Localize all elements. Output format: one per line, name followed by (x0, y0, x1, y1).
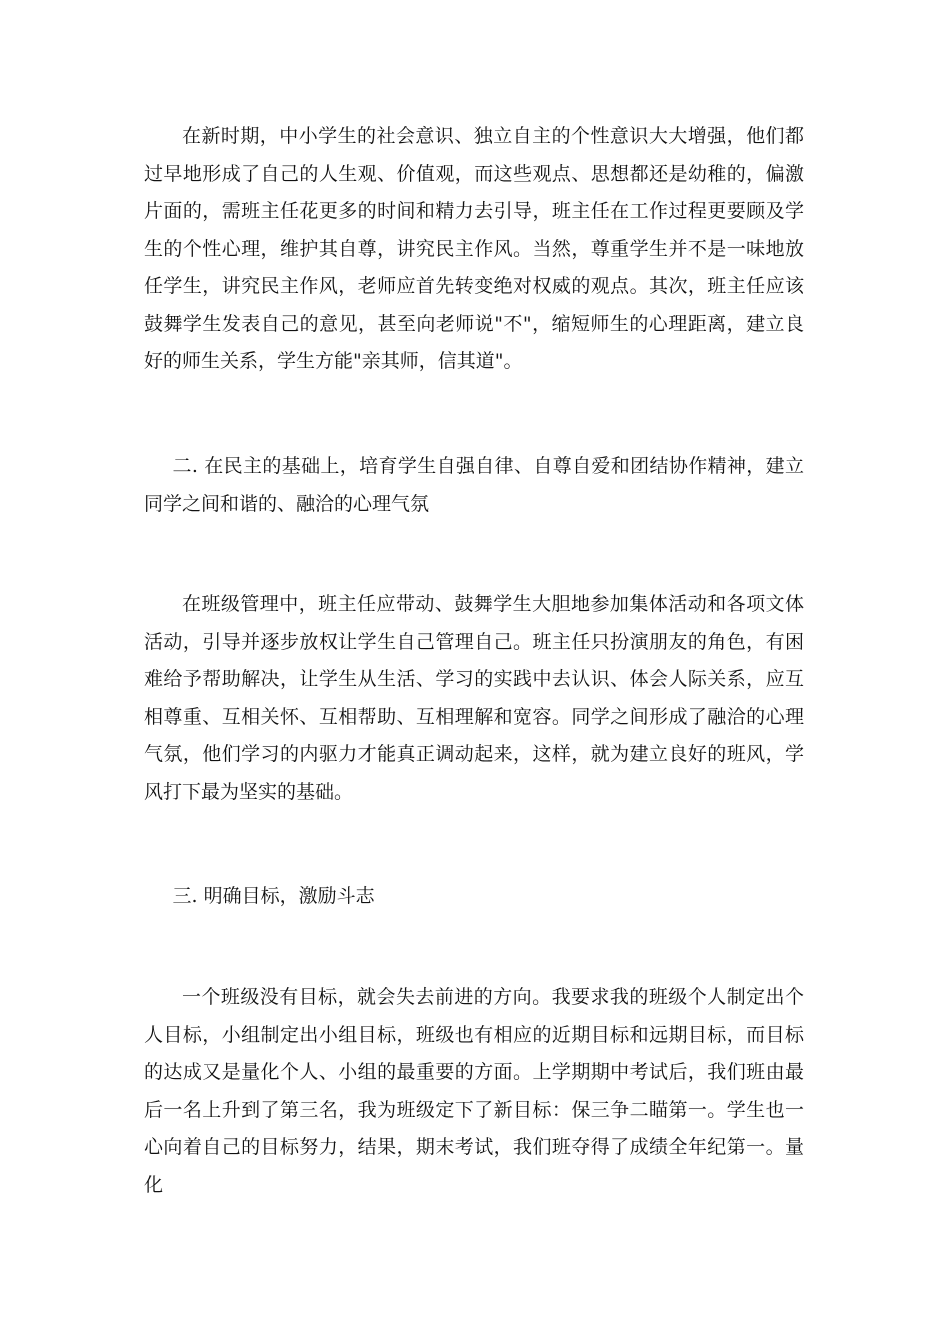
body-paragraph-class-management: 在班级管理中，班主任应带动、鼓舞学生大胆地参加集体活动和各项文体活动，引导并逐步放权让学生自己管理自己。班主任只扮演朋友的角色，有困难给予帮助解决，让学生从生活、学习的实践中去认识、体会人际关系，应互相尊重、互相关怀、互相帮助、互相理解和宽容。同学之间形成了融洽的心理气氛，他们学习的内驱力才能真正调动起来，这样，就为建立良好的班风，学风打下最为坚实的基础。 (144, 593, 804, 803)
body-paragraph-goals: 一个班级没有目标，就会失去前进的方向。我要求我的班级个人制定出个人目标，小组制定出小组目标，班级也有相应的近期目标和远期目标，而目标的达成又是量化个人、小组的最重要的方面。上学期期中考试后，我们班由最后一名上升到了第三名，我为班级定下了新目标：保三争二瞄第一。学生也一心向着自己的目标努力，结果，期末考试，我们班夺得了成绩全年纪第一。量化 (144, 986, 804, 1196)
section-heading-2: 二. 在民主的基础上，培育学生自强自律、自尊自爱和团结协作精神，建立同学之间和谐的、融洽的心理气氛 (144, 455, 804, 515)
section-heading-3: 三. 明确目标，激励斗志 (172, 885, 375, 907)
body-paragraph-respect-students: 在新时期，中小学生的社会意识、独立自主的个性意识大大增强，他们都过早地形成了自己的人生观、价值观，而这些观点、思想都还是幼稚的，偏激片面的，需班主任花更多的时间和精力去引导，班主任在工作过程更要顾及学生的个性心理，维护其自尊，讲究民主作风。当然，尊重学生并不是一味地放任学生，讲究民主作风，老师应首先转变绝对权威的观点。其次，班主任应该鼓舞学生发表自己的意见，甚至向老师说"不"，缩短师生的心理距离，建立良好的师生关系，学生方能"亲其师，信其道"。 (144, 125, 804, 372)
